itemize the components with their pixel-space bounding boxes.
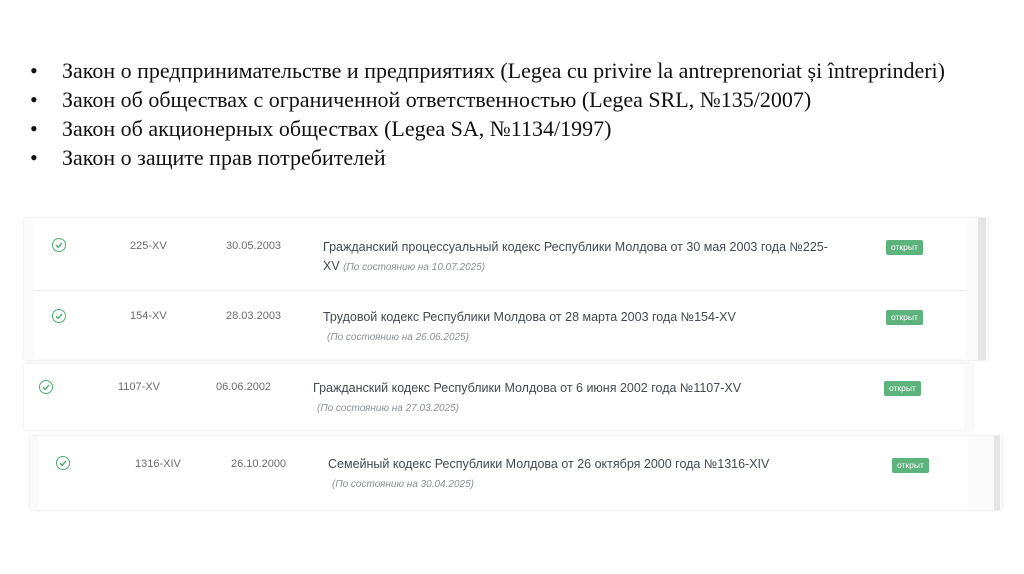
check-circle-icon [52, 238, 66, 252]
bullet-text: Закон о предпринимательстве и предприятиях (Legea cu privire la antreprenoriat și întreprinderi) [62, 58, 945, 83]
bullet-dot: • [30, 116, 38, 141]
status-badge: открыт [886, 310, 923, 325]
bullet-item [30, 114, 990, 143]
law-title-text[interactable]: Гражданский процессуальный кодекс Республики Молдова от 30 мая 2003 года №225- [323, 240, 828, 254]
law-number: 225-XV [130, 240, 167, 252]
scrollbar[interactable] [978, 218, 986, 360]
law-date: 30.05.2003 [226, 240, 282, 252]
law-title[interactable] [323, 238, 868, 277]
bullet-list [30, 56, 990, 172]
status-badge: открыт [884, 381, 921, 396]
law-title-text[interactable]: Гражданский кодекс Республики Молдова от 6 июня 2002 года №1107-XV [313, 381, 742, 395]
bullet-item [30, 143, 990, 172]
law-number: 1316-XIV [135, 458, 181, 470]
check-circle-icon [52, 309, 66, 323]
check-circle-icon [56, 456, 70, 470]
status-badge: открыт [892, 458, 929, 473]
law-date: 26.10.2000 [231, 458, 287, 470]
law-date: 28.03.2003 [226, 310, 282, 322]
bullet-dot: • [30, 87, 38, 112]
bullet-dot: • [30, 58, 38, 83]
law-number: 1107-XV [118, 381, 160, 393]
law-title-text[interactable]: Семейный кодекс Республики Молдова от 26 октября 2000 года №1316-XIV [328, 457, 770, 471]
check-circle-icon [39, 380, 53, 394]
law-state: (По состоянию на 10.07.2025) [343, 262, 486, 273]
law-title[interactable] [313, 379, 873, 418]
law-state: (По состоянию на 27.03.2025) [317, 403, 459, 414]
bullet-text: Закон об акционерных обществах (Legea SA, №1134/1997) [62, 116, 612, 141]
law-title-text[interactable]: Трудовой кодекс Республики Молдова от 28 марта 2003 года №154-XV [323, 310, 736, 324]
bullet-item [30, 85, 990, 114]
law-state: (По состоянию на 30.04.2025) [332, 479, 474, 490]
status-badge: открыт [886, 240, 923, 255]
law-state: (По состоянию на 26.06.2025) [327, 332, 469, 343]
bullet-text: Закон о защите прав потребителей [62, 145, 386, 170]
bullet-dot: • [30, 145, 38, 170]
bullet-text: Закон об обществах с ограниченной ответственностью (Legea SRL, №135/2007) [62, 87, 812, 112]
row-divider [34, 290, 966, 291]
law-date: 06.06.2002 [216, 381, 272, 393]
bullet-item [30, 56, 990, 85]
law-title-text[interactable]: XV [323, 259, 340, 273]
law-title[interactable] [323, 308, 868, 347]
law-title[interactable] [328, 455, 888, 494]
scrollbar[interactable] [994, 436, 1000, 510]
law-number: 154-XV [130, 310, 167, 322]
